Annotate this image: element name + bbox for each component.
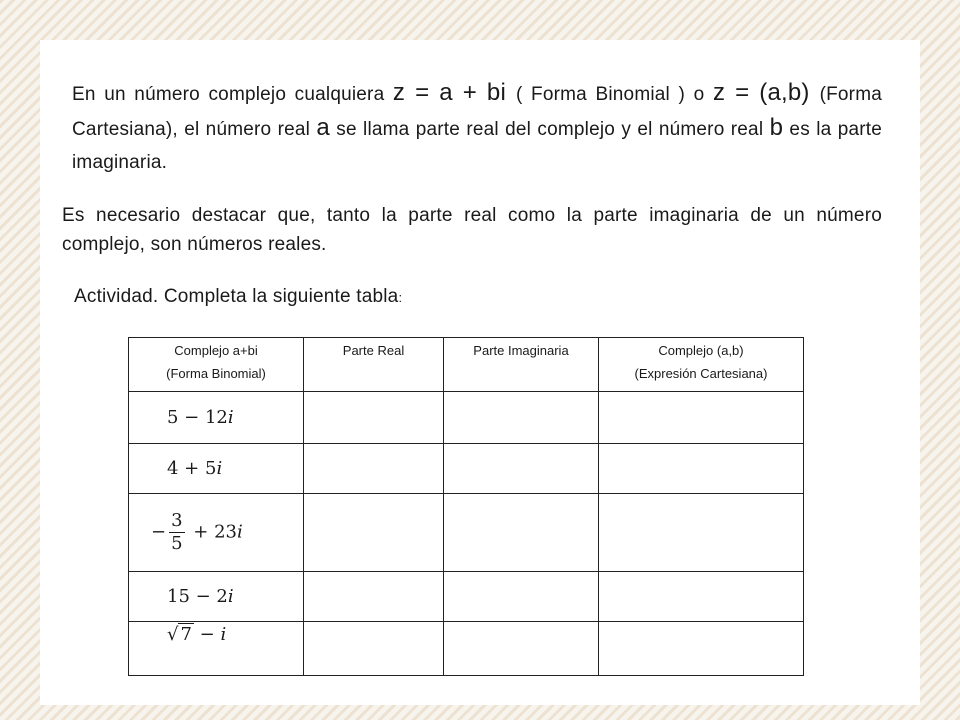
table-header-row xyxy=(129,338,804,392)
header-cartesian-line2: (Expresión Cartesiana) xyxy=(634,366,768,381)
sqrt-symbol: √ xyxy=(167,624,179,645)
intro-text-5: es la parte imaginaria. xyxy=(72,119,882,173)
header-imaginary-part xyxy=(444,338,599,392)
table-row xyxy=(129,494,804,572)
intro-text-1: En un número complejo cualquiera xyxy=(72,84,393,105)
table-row xyxy=(129,392,804,444)
cartesian-input-cell[interactable] xyxy=(599,572,804,622)
binomial-formula: = a + bi xyxy=(405,79,516,106)
header-real-part-label: Parte Real xyxy=(342,343,405,358)
expr-text: 5 − 12 xyxy=(167,407,228,428)
header-cartesian-line1: Complejo (a,b) xyxy=(658,343,744,358)
sqrt-radicand: 7 xyxy=(180,624,192,645)
table-row xyxy=(129,622,804,676)
slide xyxy=(40,40,920,705)
square-root xyxy=(167,624,194,645)
real-part-input-cell[interactable] xyxy=(304,622,444,676)
header-binomial xyxy=(129,338,304,392)
table-row xyxy=(129,572,804,622)
table-row xyxy=(129,444,804,494)
activity-table xyxy=(128,337,804,676)
real-part-input-cell[interactable] xyxy=(304,494,444,572)
fraction-denominator: 5 xyxy=(171,533,183,554)
header-real-part xyxy=(304,338,444,392)
expr-text: 4 + 5 xyxy=(167,458,217,479)
expr-text: 15 − 2 xyxy=(167,586,228,607)
cartesian-input-cell[interactable] xyxy=(599,494,804,572)
variable-z: z xyxy=(392,79,406,106)
imaginary-part-input-cell[interactable] xyxy=(444,622,599,676)
fraction-numerator: 3 xyxy=(171,510,183,531)
intro-paragraph xyxy=(72,76,882,179)
intro-text-2: ( Forma Binomial ) o xyxy=(515,84,713,105)
header-imaginary-part-label: Parte Imaginaria xyxy=(473,343,569,358)
minus-sign: − xyxy=(151,521,167,543)
intro-text-3: (Forma Cartesiana), el número real xyxy=(72,84,882,140)
cartesian-input-cell[interactable] xyxy=(599,622,804,676)
real-part-input-cell[interactable] xyxy=(304,444,444,494)
expr-text: − xyxy=(193,624,221,645)
cartesian-input-cell[interactable] xyxy=(599,444,804,494)
binomial-cell xyxy=(129,494,304,572)
cartesian-formula: z = (a,b) xyxy=(712,79,820,106)
binomial-cell xyxy=(129,444,304,494)
intro-text-4: se llama parte real del complejo y el número real xyxy=(329,119,770,140)
variable-b: b xyxy=(769,114,784,141)
imaginary-part-input-cell[interactable] xyxy=(444,494,599,572)
activity-colon: : xyxy=(398,290,403,305)
imaginary-unit: i xyxy=(227,586,234,607)
activity-text: Actividad. Completa la siguiente tabla xyxy=(74,286,399,307)
imaginary-unit: i xyxy=(216,458,223,479)
imaginary-unit: i xyxy=(236,521,243,543)
imaginary-part-input-cell[interactable] xyxy=(444,444,599,494)
binomial-cell xyxy=(129,572,304,622)
header-cartesian xyxy=(599,338,804,392)
imaginary-unit: i xyxy=(227,407,234,428)
imaginary-unit: i xyxy=(220,624,227,645)
binomial-cell xyxy=(129,392,304,444)
real-part-input-cell[interactable] xyxy=(304,392,444,444)
header-binomial-line1: Complejo a+bi xyxy=(174,343,258,358)
binomial-cell xyxy=(129,622,304,676)
note-paragraph: Es necesario destacar que, tanto la parte real como la parte imaginaria de un número complejo, son números reales. xyxy=(62,205,882,255)
cartesian-input-cell[interactable] xyxy=(599,392,804,444)
fraction xyxy=(169,510,184,555)
variable-a: a xyxy=(316,114,330,141)
header-binomial-line2: (Forma Binomial) xyxy=(166,366,266,381)
imaginary-part-input-cell[interactable] xyxy=(444,572,599,622)
activity-instruction xyxy=(74,286,402,308)
imaginary-part-input-cell[interactable] xyxy=(444,392,599,444)
real-part-input-cell[interactable] xyxy=(304,572,444,622)
expr-text: + 23 xyxy=(187,521,237,543)
